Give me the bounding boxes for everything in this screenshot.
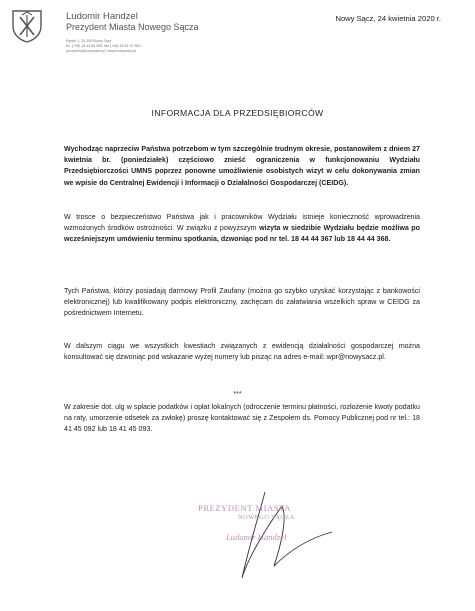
paragraph-5-text: W zakresie dot. ulg w spłacie podatków i opłat lokalnych (odroczenie terminu płatności, rozłożenie kwoty podatku na raty, umorzenie odsetek za zwłokę) proszę kontaktować się z Zespołem ds. Pomocy Publicznej pod nr tel.: 18 41 45 092 lub 18 41 45 093.	[64, 403, 420, 434]
paragraph-2	[64, 212, 420, 246]
paragraph-5	[64, 402, 420, 436]
paragraph-3-text: Tych Państwa, którzy posiadają darmowy Profil Zaufany (można go szybko uzyskać korzystając z bankowości elektronicznej) lub kwalifikowany podpis elektroniczny, zachęcam do załatwiania wszelkich spraw w CEIDG za pośrednictwem Internetu.	[64, 287, 420, 318]
paragraph-3	[64, 286, 420, 320]
paragraph-4	[64, 341, 420, 363]
letter-date: Nowy Sącz, 24 kwietnia 2020 r.	[335, 14, 441, 23]
address-line: prezydent@nowysacz.pl | www.nowysacz.pl	[66, 49, 137, 54]
sender-name: Ludomir Handzel	[66, 11, 138, 22]
paragraph-2-bold-text: wizyta w siedzibie Wydziału będzie możliwa po wcześniejszym umówieniu terminu spotkania, dzwoniąc pod nr tel. 18 44 44 367 lub 18 44 44 368.	[64, 224, 420, 244]
paragraph-1-text: Wychodząc naprzeciw Państwa potrzebom w tym szczególnie trudnym okresie, postanowiłem z dniem 27 kwietnia br. (poniedziałek) częściowo znieść ograniczenia w funkcjonowaniu Wydziału Przedsiębiorczości UMNS poprzez ponowne umożliwienie osobistych wizyt w celu dokonywania zmian we wpisie do Centralnej Ewidencji i Informacji o Działalności Gospodarczej (CEIDG).	[64, 145, 420, 187]
city-crest-icon	[10, 8, 44, 44]
paragraph-2-text: W trosce o bezpieczeństwo Państwa jak i pracowników Wydziału istnieje konieczność wprowadzenia wzmożonych środków ostrożności. W związku z powyższym	[64, 213, 420, 233]
sender-address	[66, 39, 186, 55]
stamp-line-1: PREZYDENT MIASTA	[198, 503, 292, 513]
paragraph-1	[64, 144, 420, 189]
paragraph-4-text: W dalszym ciągu we wszystkich kwestiach związanych z ewidencją działalności gospodarczej można konsultować się dzwoniąc pod wskazane wyżej numery lub pisząc na adres e-mail: wpr@nowysacz.pl.	[64, 342, 420, 362]
stamp-line-2: NOWEGO SĄCZA	[238, 514, 295, 521]
document-title: INFORMACJA DLA PRZEDSIĘBIORCÓW	[151, 108, 324, 118]
address-line: Rynek 1, 33-300 Nowy Sącz	[66, 39, 112, 43]
address-line: tel. (+48) 18 44 86 595, fax (+48) 18 44 37 863	[66, 44, 141, 49]
stamp-line-3: Ludomir Handzel	[226, 532, 287, 542]
section-separator: ***	[233, 391, 242, 398]
sender-title: Prezydent Miasta Nowego Sącza	[66, 22, 199, 32]
